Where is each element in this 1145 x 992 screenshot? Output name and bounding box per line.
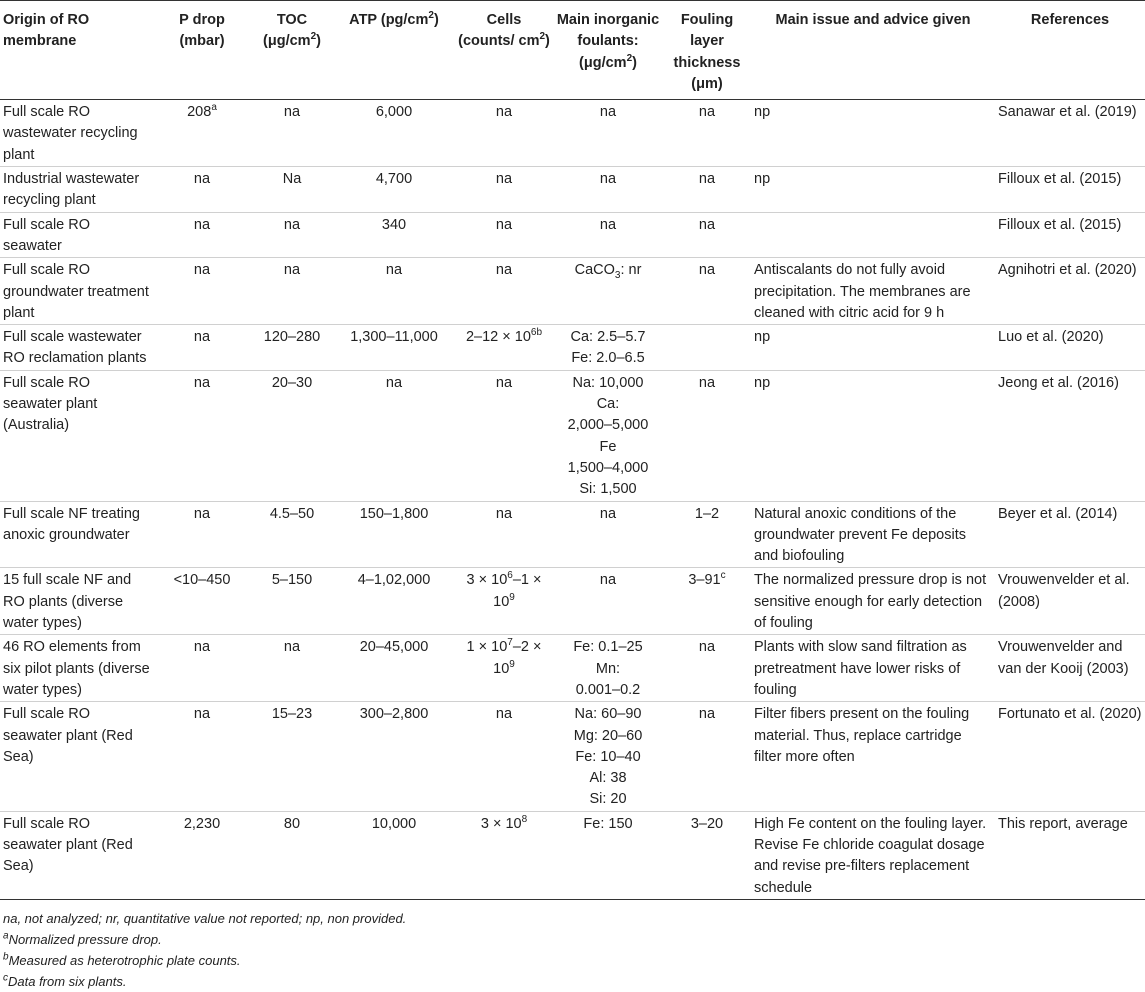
cell-inorganic: na — [599, 505, 617, 522]
cell-origin: Full scale RO seawater plant (Red Sea) — [3, 706, 133, 765]
cell-toc: 4.5–50 — [269, 505, 315, 522]
header-issue: Main issue and advice given — [775, 12, 971, 28]
cell-origin: Industrial wastewater recycling plant — [3, 171, 140, 209]
footnote-c: $^c$Data from six plants. — [3, 972, 127, 989]
cell-cells: na — [495, 262, 513, 279]
cell-origin: Full scale RO seawater plant (Red Sea) — [3, 815, 133, 875]
cell-origin: Full scale RO seawater plant (Australia) — [3, 374, 98, 434]
cell-thickness: 3–91$^c$ — [688, 570, 726, 589]
cell-reference: Jeong et al. (2016) — [998, 374, 1119, 391]
cell-origin: 15 full scale NF and RO plants (diverse water types) — [3, 572, 132, 632]
cell-inorganic: na — [599, 171, 617, 188]
cell-inorganic: CaCO$_3$: nr — [574, 262, 642, 282]
cell-p-drop: <10–450 — [173, 572, 231, 589]
cell-reference: Vrouwenvelder and van der Kooij (2003) — [998, 639, 1129, 677]
header-references: References — [1030, 12, 1110, 28]
cell-issue: Antiscalants do not fully avoid precipitation. The membranes are cleaned with citric acid for 9 h — [754, 262, 971, 321]
cell-reference: Agnihotri et al. (2020) — [998, 262, 1137, 279]
cell-atp: 1,300–11,000 — [350, 329, 438, 346]
footnote-a: $^a$Normalized pressure drop. — [3, 930, 162, 947]
cell-atp: 340 — [381, 216, 407, 233]
table-row — [0, 501, 1145, 568]
cell-cells: $3 \times 10^8$ — [480, 813, 528, 832]
cell-p-drop: na — [193, 639, 211, 656]
cell-toc: 80 — [283, 815, 301, 832]
cell-issue: High Fe content on the fouling layer. Revise Fe chloride coagulat dosage and revise pre-filters replacement schedule — [754, 815, 987, 896]
cell-p-drop: na — [193, 171, 211, 188]
table-footnotes — [0, 900, 1145, 992]
cell-atp: 20–45,000 — [359, 639, 429, 656]
cell-issue: Plants with slow sand filtration as pretreatment have lower risks of fouling — [754, 639, 967, 698]
cell-inorganic: Na: 10,000 Ca: 2,000–5,000 Fe 1,500–4,000 Si: 1,500 — [567, 374, 649, 498]
header-cells: Cells (counts/ $cm^2$) — [458, 12, 550, 50]
cell-p-drop: na — [193, 216, 211, 233]
cell-reference: Filloux et al. (2015) — [998, 171, 1122, 188]
header-origin: Origin of RO membrane — [3, 12, 90, 50]
header-row — [0, 1, 1145, 100]
cell-origin: Full scale RO seawater — [3, 216, 91, 254]
cell-thickness: na — [698, 374, 716, 391]
cell-issue: Natural anoxic conditions of the groundwater prevent Fe deposits and biofouling — [754, 505, 966, 565]
cell-issue: np — [754, 104, 771, 121]
cell-toc: na — [283, 104, 301, 121]
cell-cells: $2-12 \times 10^{6b}$ — [465, 327, 543, 346]
cell-thickness: 1–2 — [694, 505, 720, 522]
cell-reference: Filloux et al. (2015) — [998, 216, 1122, 233]
cell-inorganic: na — [599, 572, 617, 589]
cell-cells: na — [495, 216, 513, 233]
table-row — [0, 370, 1145, 501]
cell-p-drop: na — [193, 505, 211, 522]
cell-reference: Luo et al. (2020) — [998, 329, 1104, 346]
cell-cells: na — [495, 104, 513, 121]
cell-origin: Full scale RO groundwater treatment plant — [3, 262, 149, 321]
header-atp: ATP $(pg/cm^2)$ — [349, 10, 439, 28]
cell-p-drop: na — [193, 374, 211, 391]
cell-atp: 4–1,02,000 — [357, 572, 431, 589]
header-p-drop: P drop (mbar) — [179, 12, 225, 50]
cell-atp: 300–2,800 — [359, 706, 429, 723]
table-row — [0, 167, 1145, 213]
cell-reference: Beyer et al. (2014) — [998, 505, 1118, 522]
cell-reference: Sanawar et al. (2019) — [998, 104, 1137, 121]
cell-inorganic: Na: 60–90 Mg: 20–60 Fe: 10–40 Al: 38 Si: 20 — [573, 706, 643, 808]
cell-p-drop: 208$^a$ — [187, 102, 217, 121]
cell-inorganic: Fe: 150 — [583, 815, 633, 832]
cell-thickness: 3–20 — [690, 815, 724, 832]
table-row — [0, 100, 1145, 167]
cell-atp: 10,000 — [371, 815, 417, 832]
table-row — [0, 325, 1145, 371]
cell-toc: na — [283, 262, 301, 279]
cell-origin: Full scale NF treating anoxic groundwater — [3, 505, 140, 543]
cell-thickness: na — [698, 171, 716, 188]
cell-toc: 20–30 — [271, 374, 313, 391]
cell-atp: 6,000 — [375, 104, 413, 121]
cell-reference: Fortunato et al. (2020) — [998, 706, 1142, 723]
cell-inorganic: na — [599, 104, 617, 121]
cell-origin: Full scale wastewater RO reclamation plants — [3, 329, 147, 367]
cell-inorganic: na — [599, 216, 617, 233]
table-row — [0, 568, 1145, 635]
cell-p-drop: na — [193, 262, 211, 279]
cell-cells: na — [495, 374, 513, 391]
cell-toc: 15–23 — [271, 706, 313, 723]
cell-issue: np — [754, 329, 771, 346]
cell-thickness: na — [698, 104, 716, 121]
cell-origin: Full scale RO wastewater recycling plant — [3, 104, 138, 163]
cell-reference: Vrouwenvelder et al. (2008) — [998, 572, 1130, 610]
cell-origin: 46 RO elements from six pilot plants (diverse water types) — [3, 639, 150, 698]
cell-issue: Filter fibers present on the fouling material. Thus, replace cartridge filter more often — [754, 706, 970, 765]
table-row — [0, 635, 1145, 702]
cell-p-drop: na — [193, 706, 211, 723]
header-toc: TOC $(\mu g/cm^2)$ — [263, 12, 321, 50]
cell-atp: na — [385, 262, 403, 279]
header-thickness: Fouling layer thickness (μm) — [673, 12, 741, 92]
cell-issue — [751, 212, 995, 258]
table-row — [0, 811, 1145, 899]
cell-atp: 150–1,800 — [359, 505, 429, 522]
cell-issue: np — [754, 171, 771, 188]
cell-issue: np — [754, 374, 771, 391]
cell-cells: na — [495, 505, 513, 522]
table-row — [0, 212, 1145, 258]
cell-thickness: na — [698, 706, 716, 723]
cell-inorganic: Fe: 0.1–25 Mn: 0.001–0.2 — [573, 639, 643, 698]
footnote-b: $^b$Measured as heterotrophic plate counts. — [3, 951, 241, 968]
cell-issue: The normalized pressure drop is not sensitive enough for early detection of fouling — [754, 572, 987, 632]
cell-inorganic: Ca: 2.5–5.7 Fe: 2.0–6.5 — [570, 329, 646, 367]
cell-cells: na — [495, 171, 513, 188]
cell-cells: $1 \times 10^7-2 \times 10^9$ — [466, 637, 542, 677]
cell-toc: Na — [282, 171, 302, 188]
table-row — [0, 258, 1145, 325]
cell-toc: 5–150 — [271, 572, 313, 589]
cell-thickness — [663, 325, 751, 371]
table-row — [0, 702, 1145, 811]
cell-p-drop: na — [193, 329, 211, 346]
cell-reference: This report, average — [998, 815, 1128, 832]
cell-cells: na — [495, 706, 513, 723]
cell-toc: 120–280 — [263, 329, 321, 346]
cell-thickness: na — [698, 262, 716, 279]
cell-toc: na — [283, 639, 301, 656]
cell-cells: $3 \times 10^6-1 \times 10^9$ — [466, 570, 542, 610]
cell-thickness: na — [698, 216, 716, 233]
cell-thickness: na — [698, 639, 716, 656]
footnote-abbreviations: na, not analyzed; nr, quantitative value not reported; np, non provided. — [3, 910, 407, 926]
header-inorganic: Main inorganic foulants: $(\mu g/cm^2)$ — [556, 12, 660, 71]
cell-toc: na — [283, 216, 301, 233]
cell-atp: na — [385, 374, 403, 391]
cell-atp: 4,700 — [375, 171, 413, 188]
cell-p-drop: 2,230 — [183, 815, 221, 832]
